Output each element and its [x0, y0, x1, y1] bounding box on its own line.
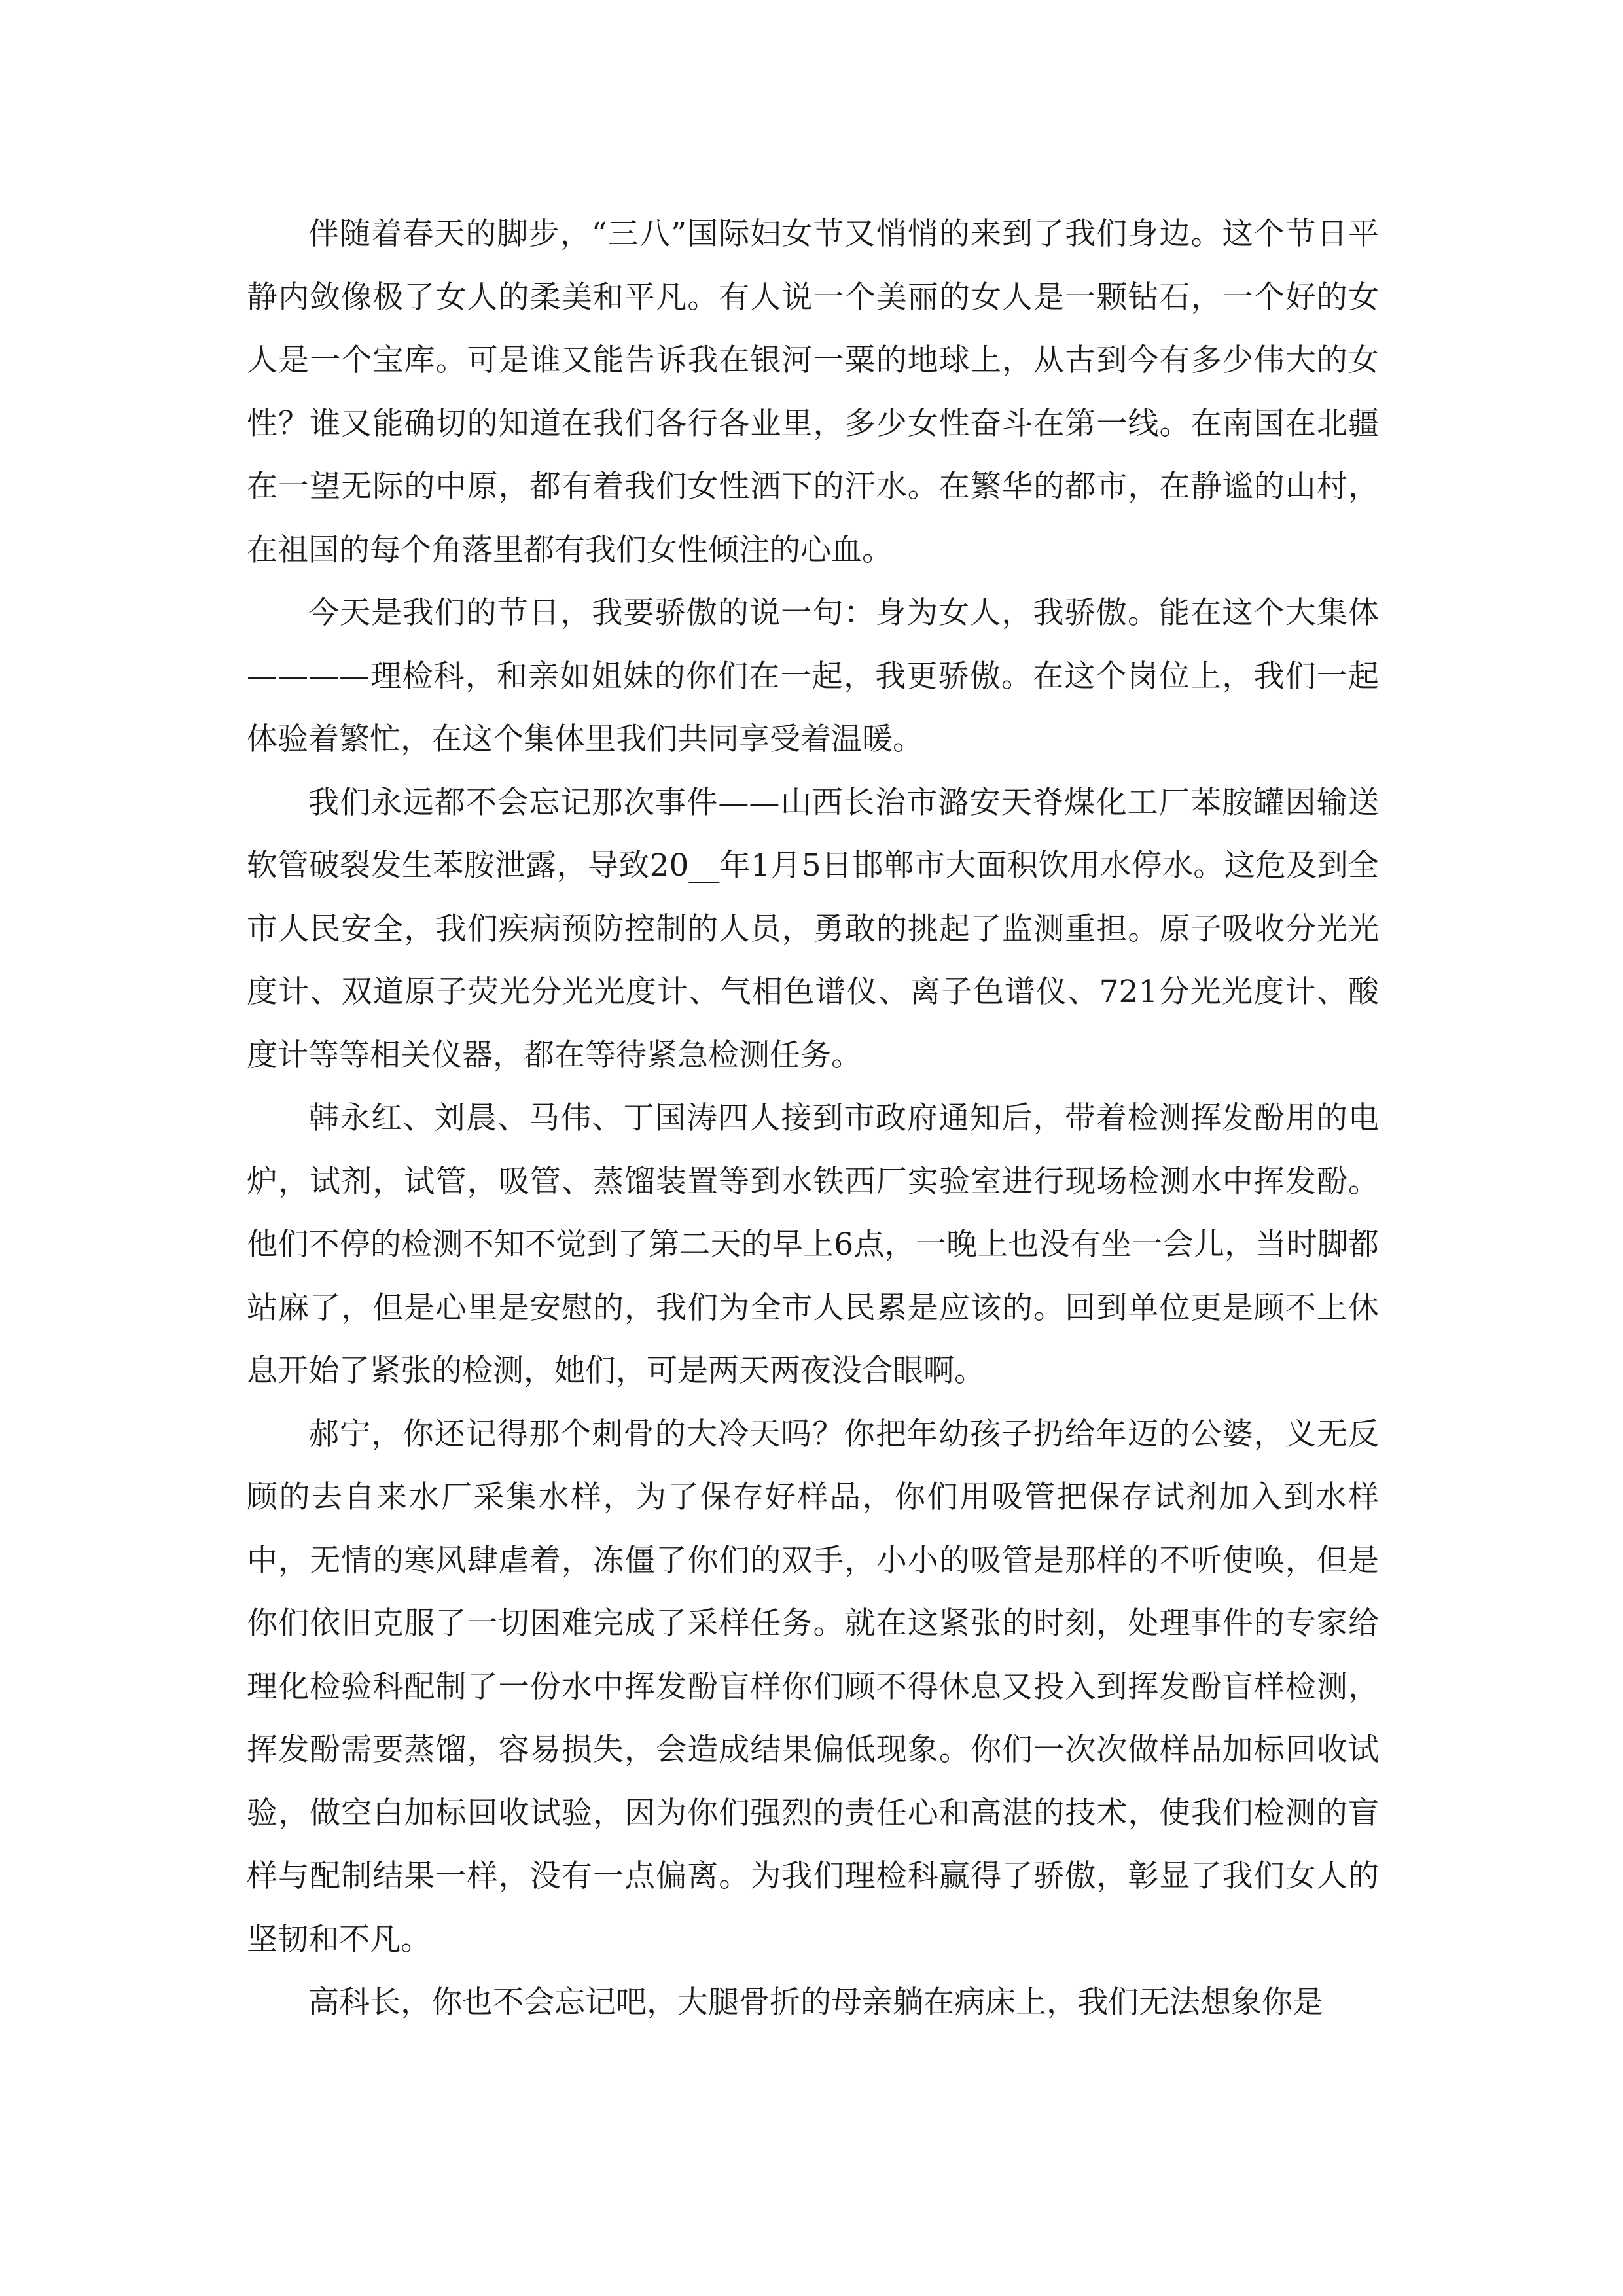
- paragraph-6: 高科长，你也不会忘记吧，大腿骨折的母亲躺在病床上，我们无法想象你是: [308, 1984, 1323, 2020]
- document-body: [247, 203, 1379, 2035]
- paragraph-3: 我们永远都不会忘记那次事件——山西长治市潞安天脊煤化工厂苯胺罐因输送软管破裂发生苯胺泄露，导致20__年1月5日邯郸市大面积饮用水停水。这危及到全市人民安全，我们疾病预防控制的人员，勇敢的挑起了监测重担。原子吸收分光光度计、双道原子荧光分光光度计、气相色谱仪、离子色谱仪、721分光光度计、酸度计等等相关仪器，都在等待紧急检测任务。: [247, 784, 1379, 1073]
- paragraph-2: 今天是我们的节日，我要骄傲的说一句：身为女人，我骄傲。能在这个大集体————理检科，和亲如姐妹的你们在一起，我更骄傲。在这个岗位上，我们一起体验着繁忙，在这个集体里我们共同享受着温暖。: [247, 595, 1379, 757]
- paragraph-5: 郝宁，你还记得那个刺骨的大冷天吗？你把年幼孩子扔给年迈的公婆，义无反顾的去自来水厂采集水样，为了保存好样品，你们用吸管把保存试剂加入到水样中，无情的寒风肆虐着，冻僵了你们的双手，小小的吸管是那样的不听使唤，但是你们依旧克服了一切困难完成了采样任务。就在这紧张的时刻，处理事件的专家给理化检验科配制了一份水中挥发酚盲样你们顾不得休息又投入到挥发酚盲样检测，挥发酚需要蒸馏，容易损失，会造成结果偏低现象。你们一次次做样品加标回收试验，做空白加标回收试验，因为你们强烈的责任心和高湛的技术，使我们检测的盲样与配制结果一样，没有一点偏离。为我们理检科赢得了骄傲，彰显了我们女人的坚韧和不凡。: [247, 1416, 1379, 1958]
- paragraph-1: 伴随着春天的脚步，“三八”国际妇女节又悄悄的来到了我们身边。这个节日平静内敛像极了女人的柔美和平凡。有人说一个美丽的女人是一颗钻石，一个好的女人是一个宝库。可是谁又能告诉我在银河一粟的地球上，从古到今有多少伟大的女性？谁又能确切的知道在我们各行各业里，多少女性奋斗在第一线。在南国在北疆在一望无际的中原，都有着我们女性洒下的汗水。在繁华的都市，在静谧的山村，在祖国的每个角落里都有我们女性倾注的心血。: [247, 216, 1379, 568]
- paragraph-4: 韩永红、刘晨、马伟、丁国涛四人接到市政府通知后，带着检测挥发酚用的电炉，试剂，试管，吸管、蒸馏装置等到水铁西厂实验室进行现场检测水中挥发酚。他们不停的检测不知不觉到了第二天的早上6点，一晚上也没有坐一会儿，当时脚都站麻了，但是心里是安慰的，我们为全市人民累是应该的。回到单位更是顾不上休息开始了紧张的检测，她们，可是两天两夜没合眼啊。: [247, 1100, 1379, 1389]
